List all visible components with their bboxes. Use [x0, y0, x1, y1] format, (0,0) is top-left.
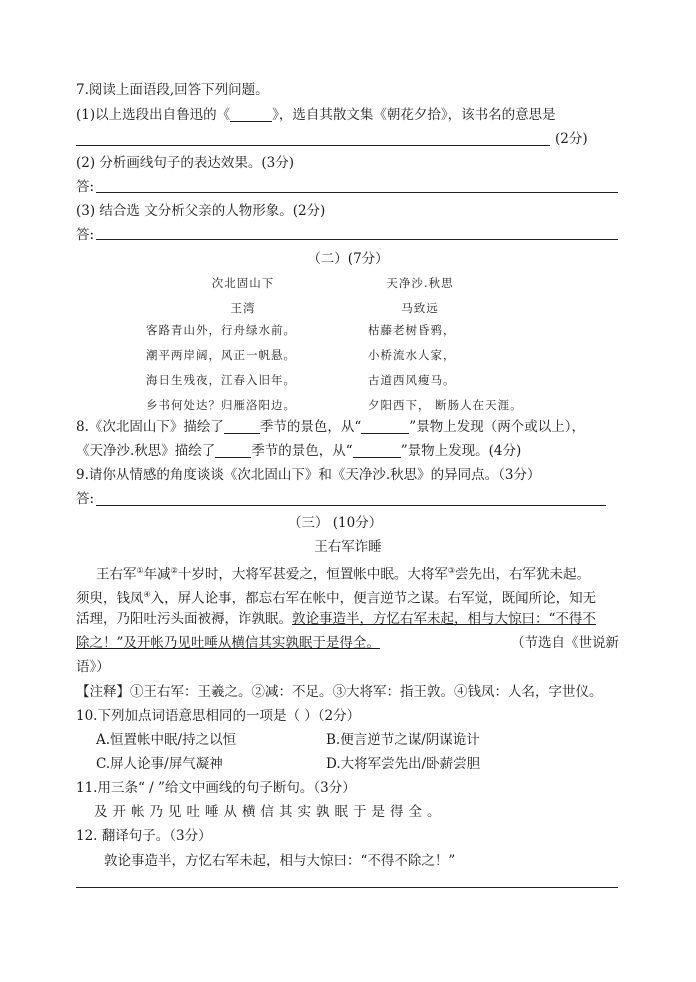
q8-line1-a: 8.《次北固山下》描绘了	[76, 419, 224, 435]
underlined-sentence: 除之！”及开帐乃见吐唾从横信其实孰眠于是得全。	[76, 635, 380, 651]
q7-part1	[76, 106, 556, 124]
q9-answer-line[interactable]	[96, 505, 606, 506]
q7-part2-answer-label: 答:	[76, 179, 95, 195]
poem2-line: 古道西风瘦马。	[368, 373, 456, 387]
poem1-author: 王湾	[230, 301, 256, 315]
section3-heading: （三） (10分）	[288, 515, 383, 531]
q10-option-d[interactable]: D.大将军尝先出/卧薪尝胆	[326, 756, 481, 772]
q12-answer-line[interactable]	[76, 887, 618, 888]
passage-text: 年减	[143, 566, 171, 583]
book-title-blank[interactable]	[230, 107, 272, 122]
underlined-sentence: 敦论事造半，方忆右军未起，相与大惊曰：“不得不	[292, 611, 596, 627]
passage-text: 十岁时，大将军甚爱之，恒置帐中眠。大将军	[177, 566, 448, 583]
poem2-author: 马致远	[401, 301, 439, 315]
passage-text: 尝先出，右军犹未起。	[455, 566, 591, 583]
q8-line1-b: 季节的景色，从“	[259, 419, 362, 435]
note-marker-3: ③	[447, 566, 456, 575]
q7-part2-answer-line[interactable]	[96, 192, 618, 193]
annotation-notes: 【注释】①王右军：王羲之。②减：不足。③大将军：指王敦。④钱凤：人名，字世仪。	[76, 684, 603, 700]
season-blank-2[interactable]	[215, 443, 251, 458]
note-marker-2: ②	[170, 566, 178, 575]
q7-part2: (2) 分析画线句子的表达效果。(3分)	[76, 155, 295, 171]
q8-line2	[76, 442, 521, 460]
passage-line-3	[76, 610, 596, 628]
q8-line2-c: ”景物上发现。(4分)	[400, 443, 522, 459]
passage-line-2	[76, 586, 596, 608]
q7-part3: (3) 结合选 文分析父亲的人物形象。(2分)	[76, 203, 326, 219]
note-marker-4: ④	[143, 590, 151, 599]
q10-option-c[interactable]: C.屏人论事/屏气凝神	[96, 756, 223, 772]
q10-option-b[interactable]: B.便言逆节之谋/阴谋诡计	[326, 732, 480, 748]
q7-part1-answer-line[interactable]	[76, 145, 550, 146]
passage-line-1	[96, 562, 590, 584]
passage-title: 王右军诈睡	[314, 539, 382, 555]
q7-title: 7.阅读上面语段,回答下列问题。	[76, 82, 269, 98]
q10: 10.下列加点词语意思相同的一项是（ ）（2分）	[76, 708, 361, 724]
poem1-line: 海日生残夜，江春入旧年。	[146, 373, 296, 387]
q12: 12. 翻译句子。（3分）	[76, 828, 212, 844]
q7-part3-answer-line[interactable]	[96, 239, 618, 240]
passage-text: 须臾，钱凤	[76, 590, 144, 607]
poem1-line: 客路青山外，行舟绿水前。	[146, 323, 296, 337]
poem2-title: 天净沙.秋思	[386, 276, 454, 290]
q10-option-a[interactable]: A.恒置帐中眠/持之以恒	[96, 732, 237, 748]
passage-text: 入，屏人论事，都忘右军在帐中，便言逆节之谋。右军觉，既闻所论，知无	[150, 590, 597, 607]
q8-line2-b: 季节的景色，从“	[251, 443, 353, 459]
q7-part1-score: (2分)	[555, 131, 588, 147]
q9: 9.请你从情感的角度谈谈《次北固山下》和《天净沙.秋思》的异同点。（3分）	[76, 467, 541, 483]
poem1-line: 潮平两岸阔，风正一帆悬。	[146, 348, 296, 362]
scenery-blank-2[interactable]	[353, 443, 401, 458]
q7-part1-text-a: (1)以上选段出自鲁迅的《	[76, 107, 231, 123]
passage-source-end: 语》）	[76, 659, 110, 675]
q11: 11.用三条“ / ”给文中画线的句子断句。（3分）	[76, 780, 356, 796]
passage-text: 活理，乃阳吐污头面被褥，诈孰眠。	[76, 611, 292, 627]
q12-sentence: 敦论事造半，方忆右军未起，相与大惊曰：“不得不除之！”	[104, 853, 456, 869]
scenery-blank-1[interactable]	[361, 419, 409, 434]
q9-answer-label: 答:	[76, 491, 95, 507]
q11-sentence: 及开帐乃见吐唾从横信其实孰眠于是得全。	[94, 804, 446, 820]
poem1-title: 次北固山下	[211, 276, 275, 290]
poem2-line: 夕阳西下， 断肠人在天涯。	[368, 398, 523, 412]
passage-line-4	[76, 634, 380, 652]
passage-text: 王右军	[96, 566, 137, 583]
q8-line1	[76, 418, 585, 436]
poem2-line: 枯藤老树昏鸦，	[368, 323, 456, 337]
section2-heading: （二）(7分）	[307, 251, 389, 267]
q8-line2-a: 《天净沙.秋思》描绘了	[76, 443, 216, 459]
q7-part1-text-b: 》，选自其散文集《朝花夕拾》，该书名的意思是	[272, 107, 556, 123]
season-blank-1[interactable]	[224, 419, 260, 434]
poem1-line: 乡书何处达？归雁洛阳边。	[146, 398, 296, 412]
passage-source: （节选自《世说新	[511, 635, 619, 651]
q7-part3-answer-label: 答:	[76, 227, 95, 243]
note-marker-1: ①	[136, 566, 144, 575]
q8-line1-c: ”景物上发现（两个或以上），	[409, 419, 585, 435]
poem2-line: 小桥流水人家，	[368, 348, 456, 362]
